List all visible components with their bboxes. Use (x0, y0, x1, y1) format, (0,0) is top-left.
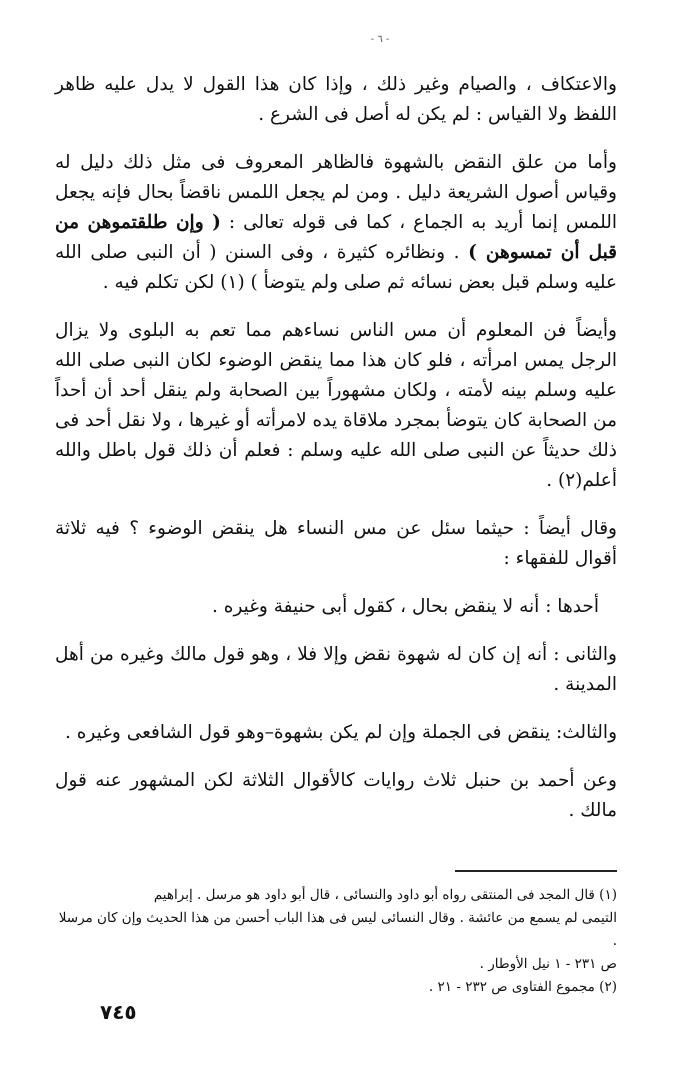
footnote-1-line-3: ص ٢٣١ - ١ نيل الأوطار . (479, 956, 617, 972)
paragraph-4: وقال أيضاً : حيثما سئل عن مس النساء هل ينقض الوضوء ؟ فيه ثلاثة أقوال للفقهاء : (55, 518, 617, 569)
paragraph-1: والاعتكاف ، والصيام وغير ذلك ، وإذا كان هذا القول لا يدل عليه ظاهر اللفظ ولا القياس : لم يكن له أصل فى الشرع . (55, 74, 617, 125)
paragraph-3: وأيضاً فن المعلوم أن مس الناس نساءهم مما تعم به البلوى ولا يزال الرجل يمس امرأته ، فلو كان هذا مما ينقض الوضوء لكان النبى صلى الله عليه وسلم بينه لأمته ، ولكان مشهوراً بين الصحابة ولم ينقل أحد أن أحداً من الصحابة كان يتوضأ بمجرد ملاقاة يده لامرأته أو غيرها ، ولا نقل أحد فى ذلك حديثاً عن النبى صلى الله عليه وسلم : فعلم أن ذلك قول باطل والله أعلم(٢) . (55, 320, 617, 491)
footnote-1-line-2: التيمى لم يسمع من عائشة . وقال النسائى ليس فى هذا الباب أحسن من هذا الحديث وإن كان مرسلا . (58, 910, 617, 949)
quran-quote: ( وإن طلقتموهن من قبل أن تمسوهن ) (55, 212, 618, 263)
footnote-2: (٢) مجموع الفتاوى ص ٢٣٢ - ٢١ . (428, 979, 617, 995)
paragraph-2 (55, 148, 617, 298)
page-number: ٧٤٥ (100, 1000, 137, 1024)
opinion-1: أحدها : أنه لا ينقض بحال ، كقول أبى حنيفة وغيره . (212, 596, 599, 617)
opinion-3: والثالث: ينقض فى الجملة وإن لم يكن بشهوة–وهو قول الشافعى وغيره . (64, 722, 617, 743)
footnote-divider (455, 870, 617, 872)
main-text (55, 70, 617, 826)
footnotes (57, 884, 617, 999)
running-header-mark: - ٦ - (370, 34, 390, 45)
footnote-1-line-1: (١) قال المجد فى المنتقى رواه أبو داود والنسائى ، قال أبو داود هو مرسل . إبراهيم (153, 887, 617, 903)
paragraph-2-end: . ونظائره كثيرة ، وفى السنن ( أن النبى صلى الله عليه وسلم قبل بعض نسائه ثم صلى ولم يتوضأ ) (١) لكن تكلم فيه . (55, 242, 617, 293)
paragraph-ahmad: وعن أحمد بن حنبل ثلاث روايات كالأقوال الثلاثة لكن المشهور عنه قول مالك . (55, 770, 617, 821)
opinion-2: والثانى : أنه إن كان له شهوة نقض وإلا فلا ، وهو قول مالك وغيره من أهل المدينة . (55, 644, 617, 695)
paragraph-2-start: وأما من علق النقض بالشهوة فالظاهر المعروف فى مثل ذلك دليل له وقياس أصول الشريعة دليل . ومن لم يجعل اللمس ناقضاً بحال فإنه يجعل اللمس إنما أريد به الجماع ، كما فى قوله تعالى : (55, 152, 618, 233)
